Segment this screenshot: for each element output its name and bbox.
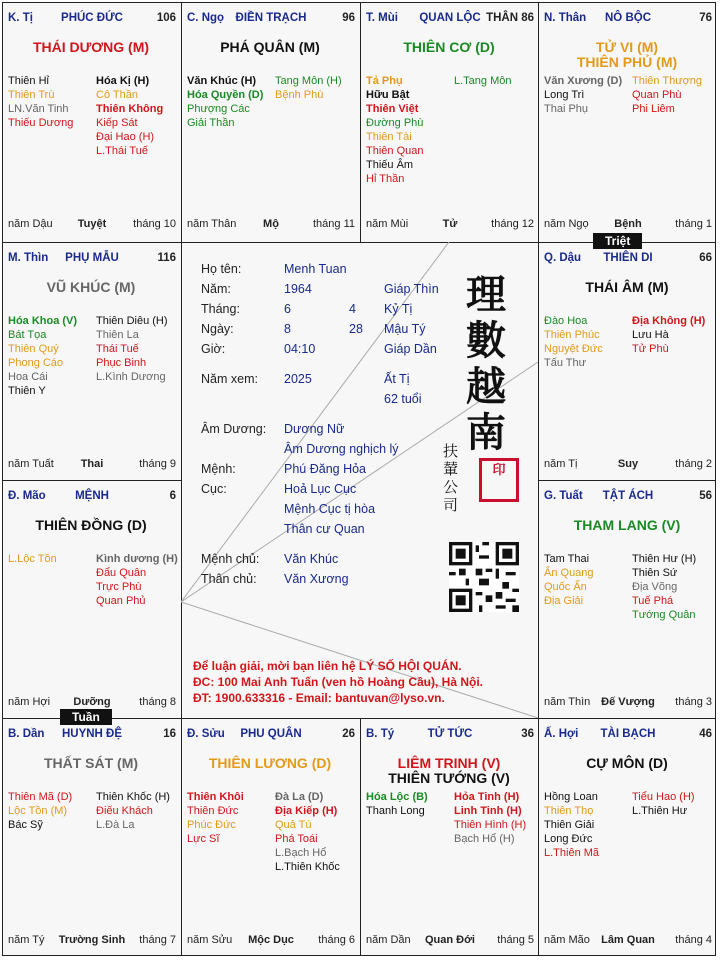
minor-star: Tấu Thư [544,357,587,369]
brand-char: 數 [466,317,506,364]
main-star: THÁI DƯƠNG (M) [32,39,150,55]
main-star: THIÊN TƯỚNG (V) [388,770,510,786]
minor-star: Thiên Thượng [632,75,703,87]
palace-cell[interactable] [181,2,359,240]
minor-star: L.Thái Tuế [96,145,148,157]
lunar-month: tháng 6 [318,934,355,946]
branch-label: M. Thìn [8,252,49,264]
palace-footer [544,458,712,472]
minor-stars-right [454,790,538,846]
minor-stars-left [366,790,452,818]
view-year-label: Năm xem: [201,372,258,386]
minor-star: Phúc Đức [187,819,236,831]
minor-star: Tam Thai [544,553,590,565]
minor-stars-right [96,790,180,832]
cuc-value: Hoả Lục Cục [284,482,357,496]
minor-stars-left [187,74,273,130]
palace-cell[interactable] [360,2,538,240]
year-branch: năm Tuất [8,458,54,470]
palace-name: PHU QUÂN [240,728,302,740]
minor-star: Hóa Kị (H) [96,75,150,87]
minor-star: Lực Sĩ [187,833,220,845]
contact-phone-email[interactable]: ĐT: 1900.633316 - Email: bantuvan@lyso.vn. [193,691,445,705]
thanchu-value: Văn Xương [284,572,349,586]
palace-footer [8,458,176,472]
lunar-month: tháng 11 [312,218,355,230]
main-stars [181,756,359,771]
minor-star: Kình dương (H) [96,553,178,565]
branch-label: G. Tuất [544,490,583,502]
palace-cell[interactable] [538,2,716,240]
palace-name: PHÚC ĐỨC [61,12,123,24]
minor-star: Thiên Hình (H) [454,819,527,831]
lunar-month: tháng 7 [139,934,176,946]
palace-footer [366,934,534,948]
minor-star: Thiên Giải [544,819,595,831]
lunar-month: tháng 9 [139,458,176,470]
lunar-month: tháng 8 [139,696,176,708]
palace-footer [544,218,712,232]
palace-cell[interactable] [181,718,359,956]
main-star: THIÊN LƯƠNG (D) [208,755,332,771]
minor-star: Thái Tuế [96,343,139,355]
minor-star: Hồng Loan [544,791,598,803]
life-stage: Lâm Quan [601,934,655,946]
palace-number: 56 [699,490,712,502]
palace-header [8,490,176,504]
palace-footer [544,696,712,710]
minor-star: L.Kình Dương [96,371,166,383]
minor-star: Thiên Tài [366,131,412,143]
main-star: THÁI ÂM (M) [585,279,669,295]
thanchu-label: Thân chủ: [201,572,257,586]
minor-star: Văn Xương (D) [544,75,623,87]
life-stage: Trường Sinh [58,934,126,946]
minor-star: Long Đức [544,833,593,845]
year-branch: năm Tý [8,934,45,946]
palace-cell[interactable] [538,480,716,718]
palace-header [8,252,176,266]
qr-code-icon[interactable] [449,542,519,612]
minor-star: Hỉ Thần [366,173,405,185]
palace-header [544,12,712,26]
minor-star: Hữu Bật [366,89,410,101]
minor-stars-left [187,790,273,846]
main-stars [538,518,716,533]
palace-header [8,12,176,26]
minor-star: Thiên Hỉ [8,75,49,87]
minor-star: Phục Binh [96,357,147,369]
minor-star: Thiên Quý [8,343,59,355]
minor-star: Thiên Khốc (H) [96,791,170,803]
palace-name: TÀI BẠCH [600,728,656,740]
minor-star: Hóa Khoa (V) [8,315,78,327]
branch-label: T. Mùi [366,12,398,24]
brand-char: 南 [466,409,506,456]
main-stars [360,756,538,786]
minor-stars-left [8,552,94,566]
minor-star: Tướng Quân [632,609,696,621]
minor-star: Thiên Trù [8,89,55,101]
minor-star: Tuế Phá [632,595,674,607]
amduong-note: Âm Dương nghịch lý [284,442,399,456]
main-star: THẤT SÁT (M) [43,755,139,771]
main-stars [538,756,716,771]
life-stage: Mộc Dục [248,934,294,946]
contact-info [193,658,483,706]
life-stage: Suy [617,458,639,470]
minor-star: Lộc Tồn (M) [8,805,68,817]
palace-number: 76 [699,12,712,24]
year-branch: năm Mão [544,934,590,946]
main-star: PHÁ QUÂN (M) [220,39,320,55]
minor-star: Đà La (D) [275,791,324,803]
palace-footer [187,218,355,232]
minor-stars-left [366,74,452,186]
year-branch: năm Dậu [8,218,53,230]
lunar-month: tháng 4 [675,934,712,946]
minor-star: Quan Phủ [96,595,146,607]
minor-star: Phượng Các [187,103,250,115]
minor-star: Địa Võng [632,581,678,593]
main-star: VŨ KHÚC (M) [46,279,136,295]
minor-star: Bạch Hổ (H) [454,833,515,845]
year-value: 1964 [284,282,312,296]
branch-label: Đ. Sửu [187,728,225,740]
branch-label: C. Ngọ [187,12,225,24]
year-branch: năm Thìn [544,696,591,708]
lunar-month: tháng 1 [675,218,712,230]
palace-number: 116 [157,252,176,264]
lunar-month: tháng 2 [675,458,712,470]
main-stars [2,756,180,771]
minor-star: Cô Thần [96,89,138,101]
main-star: THAM LANG (V) [573,517,681,533]
palace-footer [366,218,534,232]
lunar-month: tháng 12 [491,218,534,230]
main-stars [538,280,716,295]
branch-label: Ấ. Hợi [544,728,579,740]
minor-star: Trực Phù [96,581,142,593]
month-canchi: Kỷ Tị [384,302,413,316]
palace-footer [8,218,176,232]
palace-number: 16 [163,728,176,740]
minor-stars-right [632,790,716,818]
minor-stars-left [8,314,94,398]
palace-cell[interactable] [2,480,180,718]
palace-number: 26 [342,728,355,740]
minor-star: Địa Không (H) [632,315,706,327]
palace-number: THÂN 86 [486,12,534,24]
palace-name: PHỤ MẪU [65,252,119,264]
minor-star: Thiên Quan [366,145,424,157]
palace-header [187,12,355,26]
branch-label: B. Dần [8,728,45,740]
minor-star: Thiên Y [8,385,46,397]
minor-star: Bát Tọa [8,329,47,341]
main-star: LIÊM TRINH (V) [397,755,501,771]
minor-star: Đại Hao (H) [96,131,155,143]
palace-name: QUAN LỘC [419,12,481,24]
palace-name: THIÊN DI [603,252,653,264]
minor-star: L.Bạch Hổ [275,847,327,859]
contact-address: ĐC: 100 Mai Anh Tuấn (ven hồ Hoàng Cầu), Hà Nội. [193,675,484,689]
minor-star: Hóa Quyền (D) [187,89,264,101]
minor-star: Phong Cáo [8,357,64,369]
palace-cell[interactable] [538,718,716,956]
year-canchi: Giáp Thìn [384,282,439,296]
palace-name: ĐIỀN TRẠCH [235,12,307,24]
life-stage: Đế Vượng [601,696,655,708]
day-value: 8 [284,322,291,336]
minor-stars-left [544,314,630,370]
minor-star: Nguyệt Đức [544,343,603,355]
minor-star: Thiên Việt [366,103,419,115]
name-label: Họ tên: [201,262,242,276]
minor-star: Địa Giải [544,595,584,607]
lunar-month: tháng 3 [675,696,712,708]
minor-star: Long Trì [544,89,585,101]
minor-star: Tả Phụ [366,75,403,87]
year-branch: năm Tị [544,458,578,470]
minor-star: L.Tang Môn [454,75,512,87]
minor-star: Thiên Khôi [187,791,244,803]
amduong-value: Dương Nữ [284,422,345,436]
life-stage: Bệnh [614,218,642,230]
palace-header [366,12,534,26]
main-stars [2,518,180,533]
lunar-month: tháng 10 [133,218,176,230]
minor-star: Thiên Phúc [544,329,600,341]
minor-star: Thiên Đức [187,805,239,817]
brand-char: 理 [466,271,506,318]
day-canchi: Mậu Tý [384,322,426,336]
palace-header [187,728,355,742]
year-branch: năm Sửu [187,934,233,946]
seal-text: 印 [492,462,506,477]
minor-star: Thiếu Dương [8,117,74,129]
month-value: 6 [284,302,291,316]
than-position: Thân cư Quan [284,522,365,536]
main-stars [2,40,180,55]
month-label: Tháng: [201,302,240,316]
palace-number: 96 [342,12,355,24]
palace-name: MỆNH [75,490,109,502]
palace-cell[interactable] [2,718,180,956]
main-star: THIÊN PHỦ (M) [576,54,678,70]
branch-label: K. Tị [8,12,33,24]
branch-label: Q. Dậu [544,252,582,264]
year-label: Năm: [201,282,231,296]
minor-star: Thiên Diêu (H) [96,315,168,327]
minor-star: Phá Toái [275,833,318,845]
minor-stars-right [275,74,359,102]
minor-star: L.Thiên Mã [544,847,600,859]
minor-star: Phi Liêm [632,103,675,115]
minor-stars-right [96,314,180,384]
view-year-value: 2025 [284,372,312,386]
year-branch: năm Ngọ [544,218,589,230]
minor-stars-left [544,552,630,608]
palace-number: 106 [156,12,176,24]
hour-value: 04:10 [284,342,316,356]
minor-star: Thiên Sứ [632,567,678,579]
minor-stars-right [275,790,359,874]
branch-label: N. Thân [544,12,587,24]
minor-star: Thiên Không [96,103,164,115]
palace-footer [187,934,355,948]
minor-star: Giải Thần [187,117,235,129]
palace-number: 66 [699,252,712,264]
minor-stars-right [632,74,716,116]
brand-side-text: 扶 輦 公 司 [443,442,459,514]
minor-star: Thanh Long [366,805,425,817]
minor-star: Đường Phù [366,117,424,129]
age-value: 62 tuổi [384,392,422,406]
minor-star: Đào Hoa [544,315,588,327]
minor-star: Văn Khúc (H) [187,75,257,87]
minor-star: Thai Phụ [544,103,589,115]
minor-star: Hoa Cái [8,371,48,383]
minor-star: L.Thiên Hư [632,805,688,817]
minor-star: Lưu Hà [632,329,669,341]
minor-star: Thiếu Âm [366,159,414,171]
minor-star: Linh Tinh (H) [454,805,522,817]
minor-stars-left [8,74,94,130]
palace-header [544,252,712,266]
minor-star: LN.Văn Tinh [8,103,69,115]
minor-star: Tang Môn (H) [275,75,342,87]
palace-name: NÔ BỘC [605,12,651,24]
minor-stars-left [544,74,630,116]
menh-value: Phú Đăng Hỏa [284,462,367,476]
year-branch: năm Thân [187,218,237,230]
minor-star: Địa Kiếp (H) [275,805,338,817]
minor-stars-left [8,790,94,832]
palace-cell[interactable] [2,2,180,240]
brand-calligraphy [466,272,506,456]
amduong-label: Âm Dương: [201,422,267,436]
life-stage: Tuyệt [77,218,107,230]
main-star: TỬ VI (M) [595,39,659,55]
cuc-label: Cục: [201,482,227,496]
palace-cell[interactable] [360,718,538,956]
menhchu-label: Mệnh chủ: [201,552,260,566]
branch-label: B. Tý [366,728,395,740]
year-branch: năm Dần [366,934,411,946]
hour-canchi: Giáp Dần [384,342,437,356]
main-stars [2,280,180,295]
cuc-note: Mệnh Cục tị hòa [284,502,376,516]
life-stage: Dưỡng [73,696,111,708]
palace-name: TỬ TỨC [427,728,473,740]
minor-stars-right [632,314,716,356]
menh-label: Mệnh: [201,462,236,476]
palace-header [544,490,712,504]
palace-number: 36 [521,728,534,740]
info-panel [181,242,538,718]
palace-name: TẬT ÁCH [602,490,654,502]
minor-stars-right [454,74,538,88]
minor-star: Tiểu Hao (H) [632,791,695,803]
main-stars [181,40,359,55]
brand-char: 越 [466,363,506,410]
life-stage: Quan Đới [425,934,475,946]
minor-stars-right [96,552,180,608]
minor-star: Quan Phù [632,89,682,101]
hour-label: Giờ: [201,342,226,356]
life-stage: Thai [80,458,104,470]
main-star: THIÊN ĐỒNG (D) [35,517,147,533]
minor-star: L.Thiên Khốc [275,861,340,873]
year-branch: năm Mùi [366,218,409,230]
month-lunar: 4 [349,302,356,316]
palace-header [8,728,176,742]
main-stars [360,40,538,55]
minor-star: Hóa Lộc (B) [366,791,428,803]
day-lunar: 28 [349,322,363,336]
year-branch: năm Hợi [8,696,51,708]
minor-star: Thiên Thọ [544,805,594,817]
main-star: THIÊN CƠ (D) [403,39,495,55]
minor-stars-right [96,74,180,158]
palace-number: 46 [699,728,712,740]
palace-footer [544,934,712,948]
palace-cell[interactable] [538,242,716,480]
tuan-tag: Tuần [60,709,112,725]
minor-star: Bệnh Phù [275,89,324,101]
day-label: Ngày: [201,322,234,336]
minor-star: L.Đà La [96,819,135,831]
minor-star: Tử Phù [632,343,669,355]
minor-star: Điếu Khách [96,805,153,817]
minor-star: Hỏa Tinh (H) [454,791,520,803]
palace-header [544,728,712,742]
minor-star: Ân Quang [544,567,594,579]
minor-star: Đẩu Quân [96,567,147,579]
minor-stars-left [544,790,630,860]
life-stage: Tử [442,218,458,230]
minor-star: Thiên Mã (D) [8,791,73,803]
minor-stars-right [632,552,716,622]
minor-star: Quốc Ấn [544,581,587,593]
life-stage: Mộ [263,218,279,230]
view-year-canchi: Ất Tị [384,372,410,386]
minor-star: Thiên Hư (H) [632,553,697,565]
main-star: CỰ MÔN (D) [586,755,668,771]
minor-star: Bác Sỹ [8,819,43,831]
minor-star: Thiên La [96,329,139,341]
triet-tag: Triệt [593,233,642,249]
palace-footer [8,696,176,710]
main-stars [538,40,716,70]
palace-header [366,728,534,742]
palace-name: HUYNH ĐỆ [61,728,123,740]
minor-star: Kiếp Sát [96,117,138,129]
red-seal-stamp [479,458,519,502]
palace-footer [8,934,176,948]
palace-number: 6 [169,490,176,502]
minor-star: L.Lộc Tồn [8,553,57,565]
branch-label: Đ. Mão [8,490,46,502]
minor-star: Quả Tú [275,819,312,831]
contact-line: Để luận giải, mời bạn liên hệ LÝ SỐ HỘI QUÁN. [193,659,462,673]
palace-cell[interactable] [2,242,180,480]
lunar-month: tháng 5 [497,934,534,946]
name-value: Menh Tuan [284,262,347,276]
menhchu-value: Văn Khúc [284,552,339,566]
